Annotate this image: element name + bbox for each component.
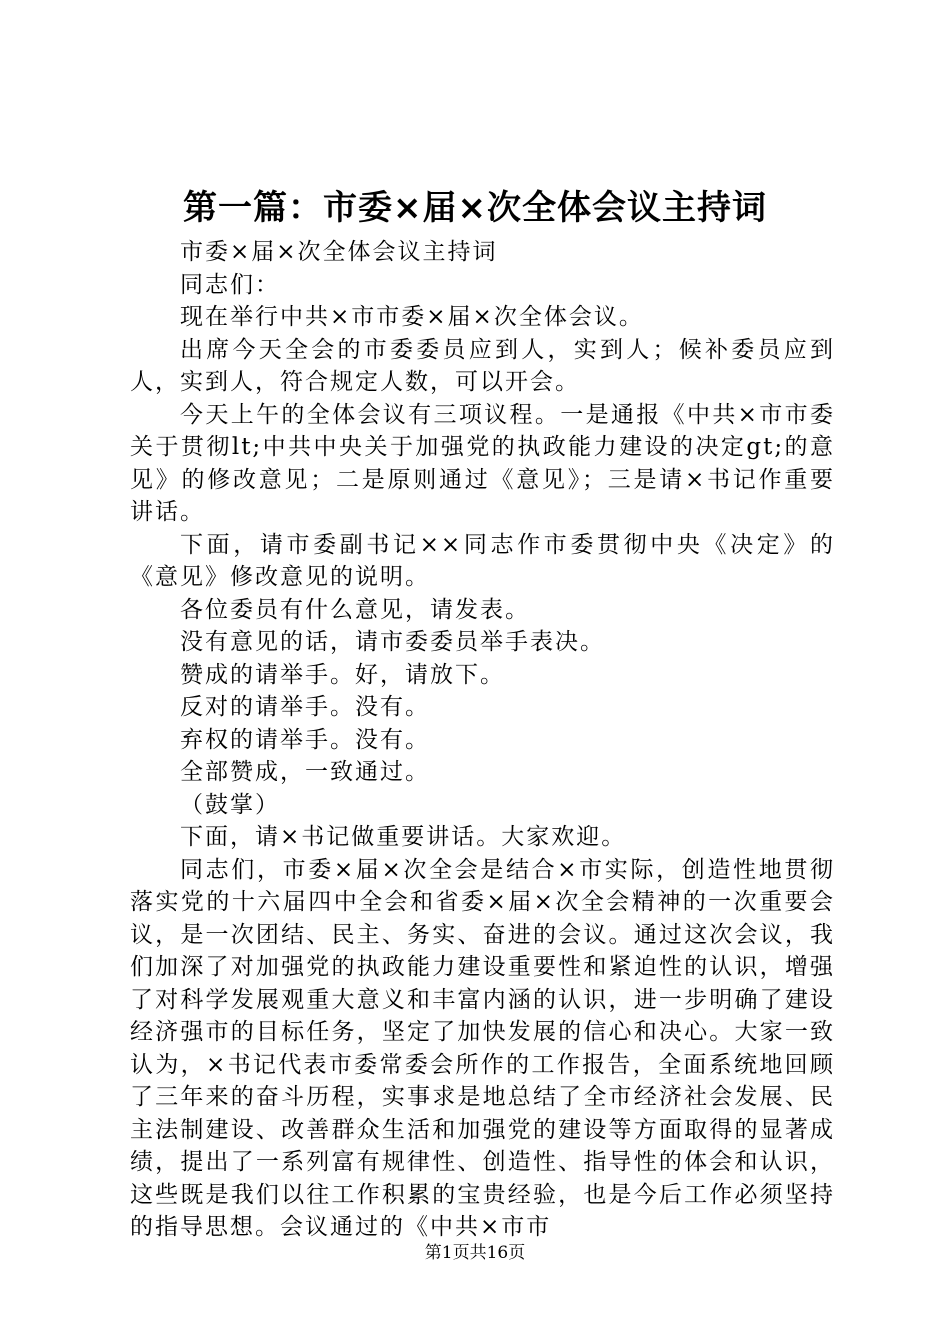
paragraph: 市委×届×次全体会议主持词 [180,239,498,265]
paragraph: 同志们，市委×届×次全会是结合×市实际，创造性地贯彻落实党的十六届四中全会和省委×届×次全会精神的一次重要会议，是一次团结、民主、务实、奋进的会议。通过这次会议，我们加深了对加强党的执政能力建设重要性和紧迫性的认识，增强了对科学发展观重大意义和丰富内涵的认识，进一步明确了建设经济强市的目标任务，坚定了加快发展的信心和决心。大家一致认为，×书记代表市委常委会所作的工作报告，全面系统地回顾了三年来的奋斗历程，实事求是地总结了全市经济社会发展、民主法制建设、改善群众生活和加强党的建设等方面取得的显著成绩，提出了一系列富有规律性、创造性、指导性的体会和认识，这些既是我们以往工作积累的宝贵经验，也是今后工作必须坚持的指导思想。会议通过的《中共×市市 [130,856,835,1240]
paragraph: 下面，请市委副书记××同志作市委贯彻中央《决定》的《意见》修改意见的说明。 [130,531,835,590]
paragraph: 同志们： [180,271,280,298]
paragraph: 下面，请×书记做重要讲话。大家欢迎。 [180,824,627,850]
paragraph: 现在举行中共×市市委×届×次全体会议。 [180,304,644,330]
paragraph: 弃权的请举手。没有。 [180,726,430,753]
page-number: 第1页 [424,1243,470,1263]
document-title: 第一篇：市委×届×次全体会议主持词 [183,188,767,228]
page-total: 共16页 [469,1243,526,1263]
document-body [130,236,835,1244]
paragraph: 没有意见的话，请市委委员举手表决。 [180,629,605,655]
paragraph: （鼓掌） [180,791,280,818]
paragraph: 全部赞成，一致通过。 [180,759,430,785]
paragraph: 赞成的请举手。好，请放下。 [180,661,505,688]
paragraph: 出席今天全会的市委委员应到人，实到人；候补委员应到人，实到人，符合规定人数，可以开会。 [130,336,835,395]
paragraph: 各位委员有什么意见，请发表。 [180,596,530,623]
page-footer [0,1240,950,1266]
paragraph: 今天上午的全体会议有三项议程。一是通报《中共×市市委关于贯彻lt;中共中央关于加强党的执政能力建设的决定gt;的意见》的修改意见；二是原则通过《意见》；三是请×书记作重要讲话。 [130,401,835,525]
paragraph: 反对的请举手。没有。 [180,694,430,720]
